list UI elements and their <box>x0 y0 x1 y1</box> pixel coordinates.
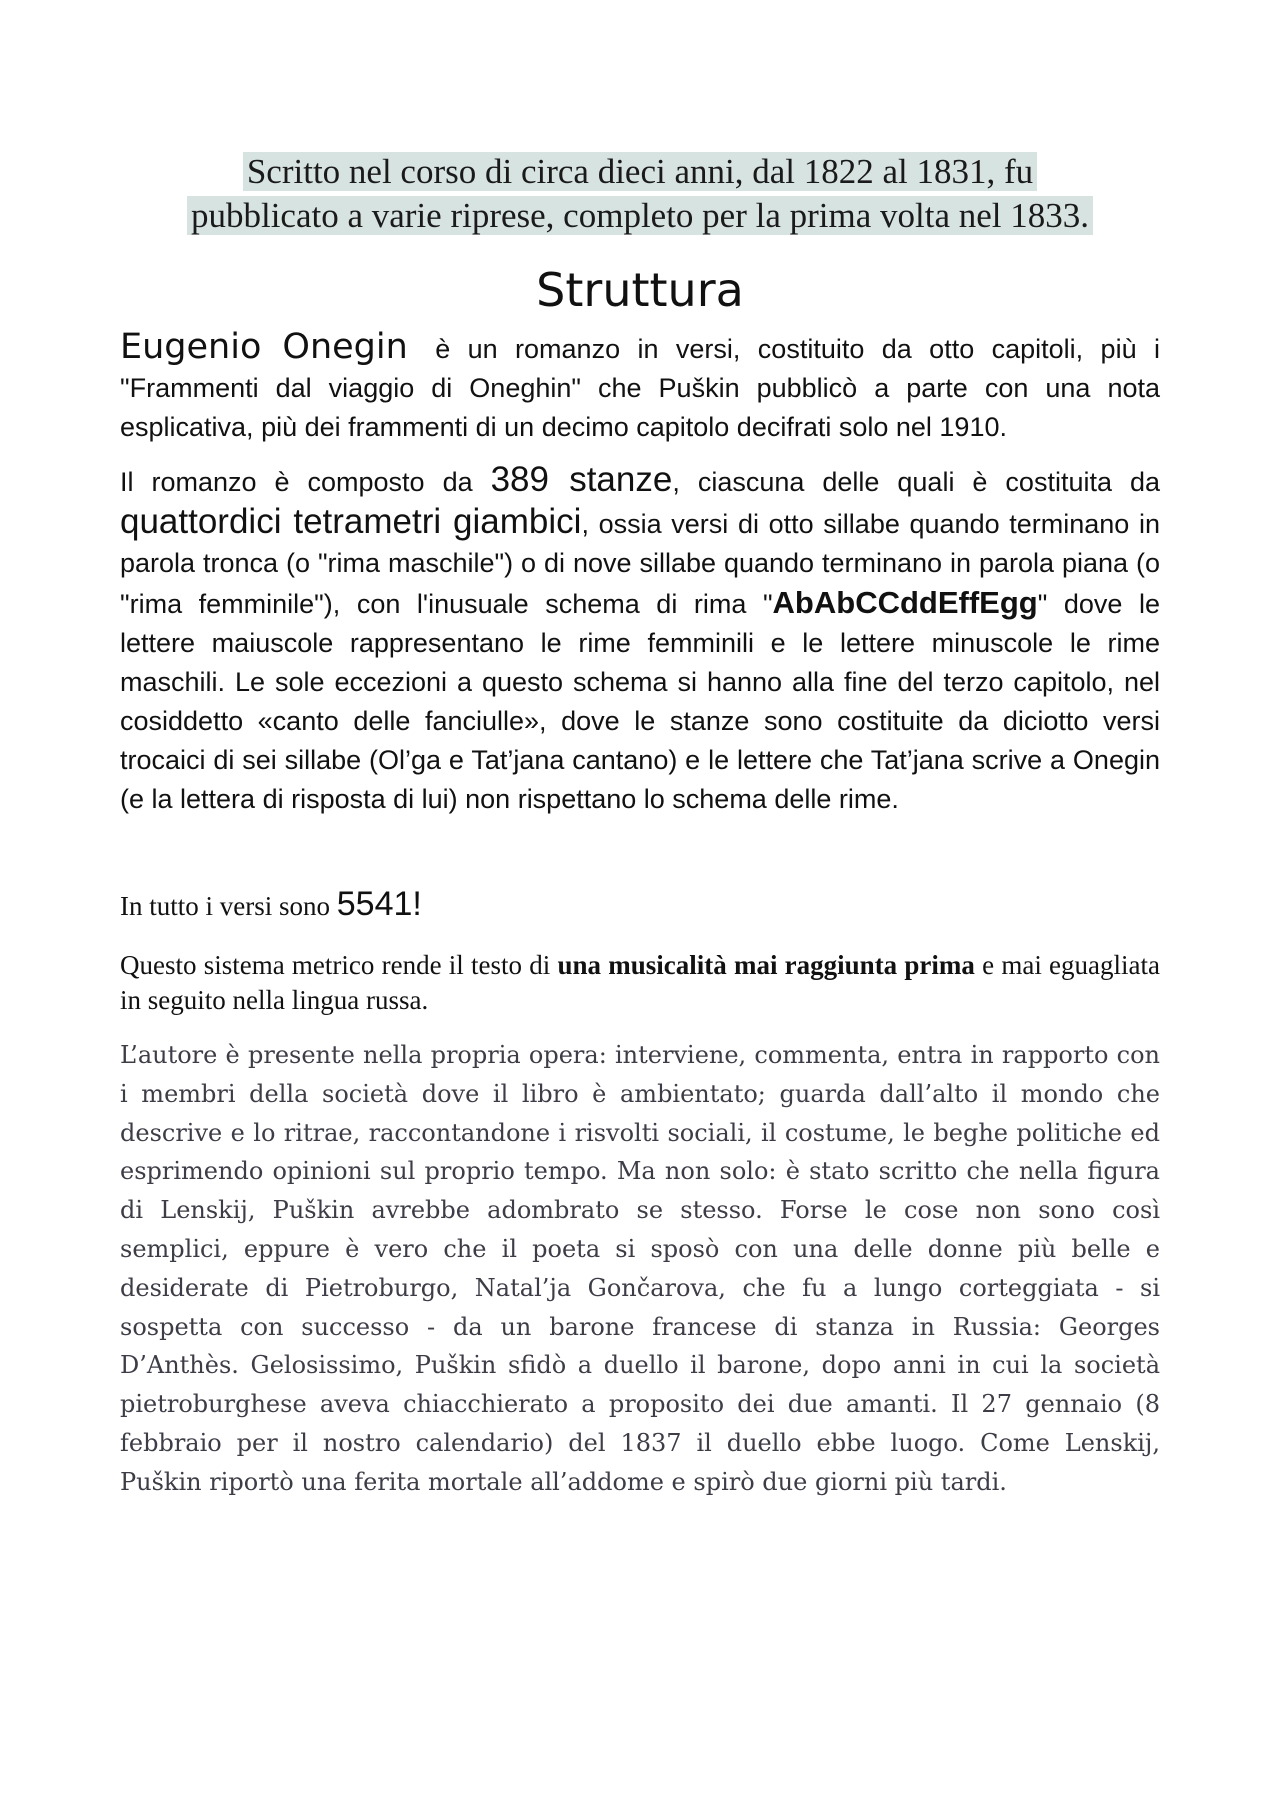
author-paragraph: L’autore è presente nella propria opera: interviene, commenta, entra in rapporto con i membri della società dove il libro è ambientato; guarda dall’alto il mondo che descrive e lo ritrae, raccontandone i risvolti sociali, il costume, le beghe politiche ed esprimendo opinioni sul proprio tempo. Ma non solo: è stato scritto che nella figura di Lenskij, Puškin avrebbe adombrato se stesso. Forse le cose non sono così semplici, eppure è vero che il poeta si sposò con una delle donne più belle e desiderate di Pietroburgo, Natal’ja Gončarova, che fu a lungo corteggiata - si sospetta con successo - da un barone francese di stanza in Russia: Georges D’Anthès. Gelosissimo, Puškin sfidò a duello il barone, dopo anni in cui la società pietroburghese aveva chiacchierato a proposito dei due amanti. Il 27 gennaio (8 febbraio per il nostro calendario) del 1837 il duello ebbe luogo. Come Lenskij, Puškin riportò una ferita mortale all’addome e spirò due giorni più tardi. <box>120 1041 1160 1496</box>
metric-text-2: e mai eguagliata in seguito nella lingua russa. <box>120 950 1160 1015</box>
stanzas-text-3: , ossia versi di otto sillabe quando terminano in parola tronca (o "rima maschile") o di nove sillabe quando terminano in parola piana (o "rima femminile"), con l'inusuale schema di rima " <box>120 509 1160 619</box>
stanzas-text-4: " dove le lettere maiuscole rappresentano le rime femminili e le lettere minuscole le rime maschili. Le sole eccezioni a questo schema si hanno alla fine del terzo capitolo, nel cosiddetto «canto delle fanciulle», dove le stanze sono costituite da diciotto versi trocaici di sei sillabe (Ol’ga e Tat’jana cantano) e le lettere che Tat’jana scrive a Onegin (e la lettera di risposta di lui) non rispettano lo schema delle rime. <box>120 589 1160 814</box>
work-title: Eugenio Onegin <box>120 327 408 367</box>
total-verses-line <box>120 884 1160 926</box>
stanzas-paragraph <box>120 460 1160 819</box>
structure-paragraph <box>120 328 1160 447</box>
intro-line-1: Scritto nel corso di circa dieci anni, dal 1822 al 1831, fu <box>243 152 1037 191</box>
section-heading: Struttura <box>536 263 744 317</box>
total-number: 5541! <box>336 885 422 923</box>
metric-paragraph <box>120 948 1160 1018</box>
stanzas-text-1: Il romanzo è composto da <box>120 467 491 497</box>
metric-text-1: Questo sistema metrico rende il testo di <box>120 950 558 980</box>
stanze-count: 389 stanze <box>490 460 673 499</box>
total-text: In tutto i versi sono <box>120 891 337 921</box>
intro-highlighted-paragraph <box>120 150 1160 238</box>
intro-line-2: pubblicato a varie riprese, completo per la prima volta nel 1833. <box>187 196 1093 235</box>
rhyme-scheme: AbAbCCddEffEgg <box>772 585 1038 620</box>
stanzas-text-2: , ciascuna delle quali è costituita da <box>672 467 1160 497</box>
structure-text: è un romanzo in versi, costituito da otto capitoli, più i "Frammenti dal viaggio di Oneghin" che Puškin pubblicò a parte con una nota esplicativa, più dei frammenti di un decimo capitolo decifrati solo nel 1910. <box>120 334 1160 442</box>
metric-bold: una musicalità mai raggiunta prima <box>557 950 975 980</box>
tetrametri-term: quattordici tetrametri giambici <box>120 502 582 541</box>
